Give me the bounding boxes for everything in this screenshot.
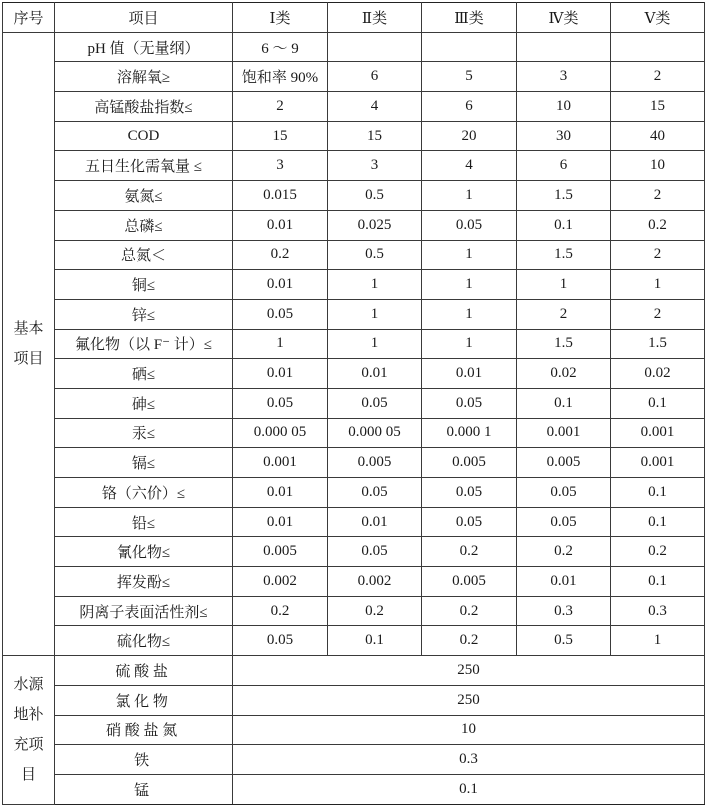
table-row xyxy=(3,92,705,122)
item-name-cell: 硫化物≤ xyxy=(55,626,233,656)
value-cell: 0.005 xyxy=(422,448,517,478)
table-row xyxy=(3,62,705,92)
merged-value-cell: 0.3 xyxy=(233,745,705,775)
value-cell: 6 ～ 9 xyxy=(233,32,328,62)
value-cell: 0.005 xyxy=(517,448,611,478)
value-cell: 0.2 xyxy=(611,210,705,240)
value-cell: 0.05 xyxy=(422,478,517,508)
empty-cell xyxy=(328,32,422,62)
value-cell: 0.2 xyxy=(328,596,422,626)
value-cell: 0.2 xyxy=(422,537,517,567)
value-cell: 20 xyxy=(422,121,517,151)
item-name-cell: 溶解氧≥ xyxy=(55,62,233,92)
value-cell: 2 xyxy=(611,240,705,270)
value-cell: 1 xyxy=(422,299,517,329)
value-cell: 1 xyxy=(611,626,705,656)
table-row xyxy=(3,507,705,537)
col-header-class-1: Ⅰ类 xyxy=(233,3,328,33)
item-name-cell: 氰化物≤ xyxy=(55,537,233,567)
value-cell: 6 xyxy=(328,62,422,92)
value-cell: 1 xyxy=(517,270,611,300)
value-cell: 0.002 xyxy=(233,567,328,597)
value-cell: 1 xyxy=(233,329,328,359)
value-cell: 15 xyxy=(328,121,422,151)
table-row xyxy=(3,418,705,448)
value-cell: 0.05 xyxy=(517,478,611,508)
table-row xyxy=(3,685,705,715)
item-name-cell: pH 值（无量纲） xyxy=(55,32,233,62)
value-cell: 0.01 xyxy=(517,567,611,597)
value-cell: 1.5 xyxy=(611,329,705,359)
value-cell: 3 xyxy=(233,151,328,181)
value-cell: 1 xyxy=(422,181,517,211)
value-cell: 3 xyxy=(328,151,422,181)
value-cell: 0.01 xyxy=(422,359,517,389)
table-row xyxy=(3,299,705,329)
item-name-cell: 砷≤ xyxy=(55,388,233,418)
table-row xyxy=(3,151,705,181)
col-header-item: 项目 xyxy=(55,3,233,33)
table-row xyxy=(3,715,705,745)
empty-cell xyxy=(611,32,705,62)
value-cell: 40 xyxy=(611,121,705,151)
value-cell: 1 xyxy=(422,329,517,359)
value-cell: 30 xyxy=(517,121,611,151)
value-cell: 1 xyxy=(328,270,422,300)
value-cell: 1.5 xyxy=(517,181,611,211)
col-header-class-3: Ⅲ类 xyxy=(422,3,517,33)
item-name-cell: 阴离子表面活性剂≤ xyxy=(55,596,233,626)
value-cell: 0.05 xyxy=(422,210,517,240)
value-cell: 0.001 xyxy=(233,448,328,478)
value-cell: 6 xyxy=(422,92,517,122)
table-row xyxy=(3,359,705,389)
table-row xyxy=(3,626,705,656)
value-cell: 0.1 xyxy=(611,478,705,508)
value-cell: 0.3 xyxy=(517,596,611,626)
value-cell: 0.05 xyxy=(422,507,517,537)
value-cell: 0.5 xyxy=(517,626,611,656)
water-quality-standard-table xyxy=(2,2,705,805)
item-name-cell: 五日生化需氧量 ≤ xyxy=(55,151,233,181)
item-name-cell: 锰 xyxy=(55,774,233,804)
item-name-cell: 铬（六价）≤ xyxy=(55,478,233,508)
value-cell: 0.01 xyxy=(233,478,328,508)
table-row xyxy=(3,210,705,240)
value-cell: 0.005 xyxy=(328,448,422,478)
value-cell: 0.01 xyxy=(328,359,422,389)
value-cell: 饱和率 90% xyxy=(233,62,328,92)
value-cell: 0.000 05 xyxy=(328,418,422,448)
table-row xyxy=(3,181,705,211)
item-name-cell: 硫酸盐 xyxy=(55,656,233,686)
item-name-cell: 总磷≤ xyxy=(55,210,233,240)
merged-value-cell: 250 xyxy=(233,656,705,686)
header-row xyxy=(3,3,705,33)
empty-cell xyxy=(517,32,611,62)
value-cell: 2 xyxy=(611,62,705,92)
col-header-class-5: Ⅴ类 xyxy=(611,3,705,33)
group-label-supplementary: 水源 地补 充项 目 xyxy=(3,656,55,804)
value-cell: 1 xyxy=(422,270,517,300)
col-header-class-4: Ⅳ类 xyxy=(517,3,611,33)
value-cell: 0.005 xyxy=(422,567,517,597)
col-header-index: 序号 xyxy=(3,3,55,33)
item-name-cell: 氯化物 xyxy=(55,685,233,715)
merged-value-cell: 250 xyxy=(233,685,705,715)
item-name-cell: 镉≤ xyxy=(55,448,233,478)
value-cell: 1.5 xyxy=(517,240,611,270)
value-cell: 15 xyxy=(233,121,328,151)
table-row xyxy=(3,121,705,151)
value-cell: 2 xyxy=(517,299,611,329)
value-cell: 0.001 xyxy=(611,418,705,448)
table-row xyxy=(3,774,705,804)
value-cell: 0.2 xyxy=(233,240,328,270)
value-cell: 0.2 xyxy=(422,626,517,656)
table-row xyxy=(3,656,705,686)
value-cell: 0.1 xyxy=(611,567,705,597)
merged-value-cell: 10 xyxy=(233,715,705,745)
value-cell: 0.05 xyxy=(328,478,422,508)
item-name-cell: 挥发酚≤ xyxy=(55,567,233,597)
value-cell: 0.5 xyxy=(328,181,422,211)
value-cell: 0.1 xyxy=(611,388,705,418)
value-cell: 10 xyxy=(611,151,705,181)
value-cell: 0.3 xyxy=(611,596,705,626)
item-name-cell: 硒≤ xyxy=(55,359,233,389)
item-name-cell: COD xyxy=(55,121,233,151)
item-name-cell: 铜≤ xyxy=(55,270,233,300)
value-cell: 0.05 xyxy=(233,388,328,418)
value-cell: 0.005 xyxy=(233,537,328,567)
value-cell: 0.05 xyxy=(233,299,328,329)
value-cell: 0.1 xyxy=(328,626,422,656)
value-cell: 0.000 05 xyxy=(233,418,328,448)
value-cell: 1 xyxy=(328,299,422,329)
value-cell: 0.02 xyxy=(517,359,611,389)
value-cell: 0.02 xyxy=(611,359,705,389)
table-row xyxy=(3,745,705,775)
value-cell: 2 xyxy=(233,92,328,122)
value-cell: 4 xyxy=(422,151,517,181)
value-cell: 0.015 xyxy=(233,181,328,211)
value-cell: 0.05 xyxy=(422,388,517,418)
item-name-cell: 铁 xyxy=(55,745,233,775)
value-cell: 0.1 xyxy=(611,507,705,537)
group-label-basic: 基本 项目 xyxy=(3,32,55,655)
value-cell: 0.001 xyxy=(611,448,705,478)
value-cell: 10 xyxy=(517,92,611,122)
value-cell: 0.001 xyxy=(517,418,611,448)
value-cell: 0.01 xyxy=(328,507,422,537)
item-name-cell: 氟化物（以 F⁻ 计）≤ xyxy=(55,329,233,359)
item-name-cell: 铅≤ xyxy=(55,507,233,537)
merged-value-cell: 0.1 xyxy=(233,774,705,804)
value-cell: 5 xyxy=(422,62,517,92)
value-cell: 0.000 1 xyxy=(422,418,517,448)
value-cell: 2 xyxy=(611,299,705,329)
value-cell: 1 xyxy=(328,329,422,359)
value-cell: 0.1 xyxy=(517,388,611,418)
value-cell: 0.05 xyxy=(517,507,611,537)
empty-cell xyxy=(422,32,517,62)
value-cell: 2 xyxy=(611,181,705,211)
table-row xyxy=(3,448,705,478)
table-row xyxy=(3,240,705,270)
value-cell: 0.5 xyxy=(328,240,422,270)
value-cell: 0.01 xyxy=(233,210,328,240)
value-cell: 0.2 xyxy=(422,596,517,626)
value-cell: 15 xyxy=(611,92,705,122)
value-cell: 0.025 xyxy=(328,210,422,240)
table-row xyxy=(3,329,705,359)
value-cell: 1 xyxy=(611,270,705,300)
item-name-cell: 汞≤ xyxy=(55,418,233,448)
table-row xyxy=(3,537,705,567)
value-cell: 0.05 xyxy=(328,537,422,567)
table-row xyxy=(3,478,705,508)
item-name-cell: 锌≤ xyxy=(55,299,233,329)
col-header-class-2: Ⅱ类 xyxy=(328,3,422,33)
table-row xyxy=(3,567,705,597)
value-cell: 0.05 xyxy=(328,388,422,418)
value-cell: 4 xyxy=(328,92,422,122)
value-cell: 0.2 xyxy=(517,537,611,567)
value-cell: 1.5 xyxy=(517,329,611,359)
value-cell: 0.01 xyxy=(233,270,328,300)
table-row xyxy=(3,32,705,62)
value-cell: 0.2 xyxy=(611,537,705,567)
table-row xyxy=(3,270,705,300)
value-cell: 0.1 xyxy=(517,210,611,240)
value-cell: 0.05 xyxy=(233,626,328,656)
table-row xyxy=(3,596,705,626)
value-cell: 0.2 xyxy=(233,596,328,626)
table-row xyxy=(3,388,705,418)
value-cell: 0.002 xyxy=(328,567,422,597)
value-cell: 0.01 xyxy=(233,507,328,537)
value-cell: 3 xyxy=(517,62,611,92)
value-cell: 6 xyxy=(517,151,611,181)
item-name-cell: 硝酸盐氮 xyxy=(55,715,233,745)
value-cell: 0.01 xyxy=(233,359,328,389)
item-name-cell: 总氮＜ xyxy=(55,240,233,270)
item-name-cell: 氨氮≤ xyxy=(55,181,233,211)
item-name-cell: 高锰酸盐指数≤ xyxy=(55,92,233,122)
value-cell: 1 xyxy=(422,240,517,270)
